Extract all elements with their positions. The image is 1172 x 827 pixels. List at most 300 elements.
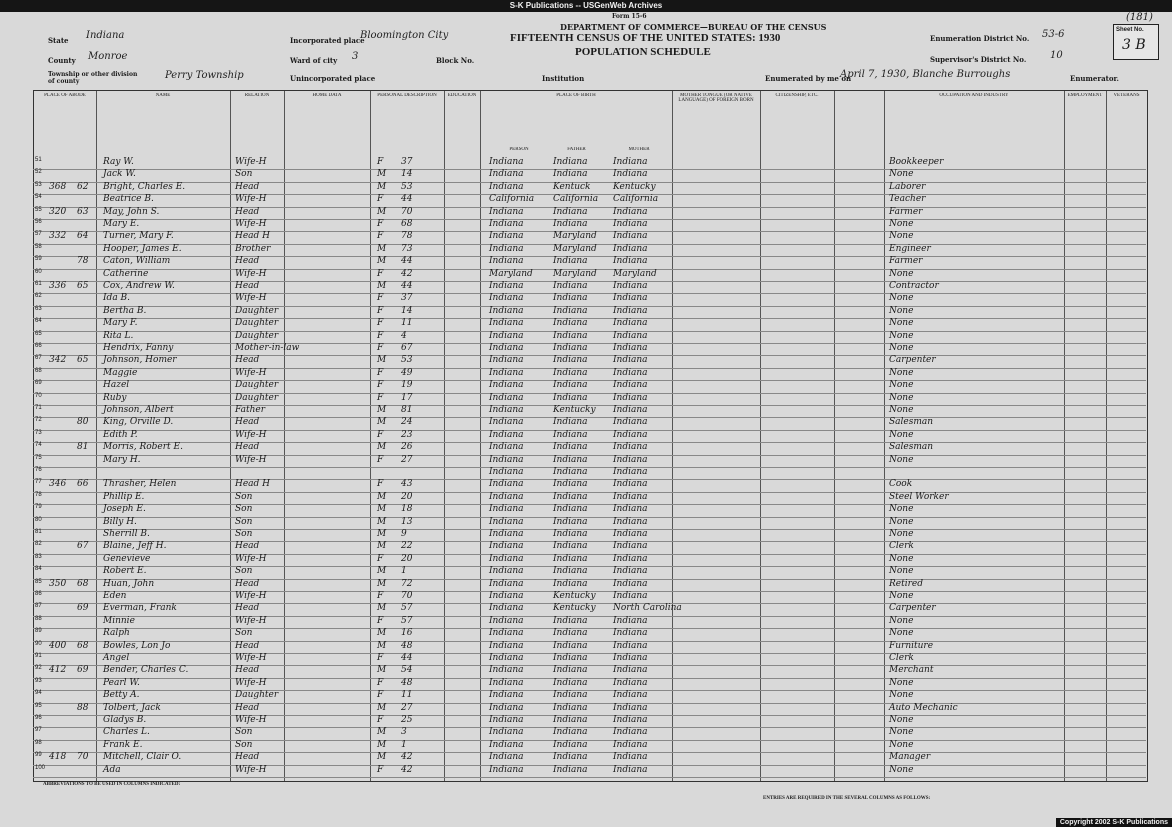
- relation: Head: [235, 752, 260, 763]
- sex: M: [377, 243, 387, 254]
- birthplace-mother: Indiana: [613, 454, 648, 465]
- person-name: Thrasher, Helen: [103, 479, 177, 490]
- line-number: 68: [35, 367, 42, 374]
- dwelling-number: 332: [49, 231, 67, 242]
- sex: F: [377, 367, 384, 378]
- ward-label: Ward of city: [290, 56, 338, 65]
- person-name: Ruby: [103, 392, 127, 403]
- table-row: [33, 231, 1146, 244]
- birthplace-mother: Indiana: [613, 727, 648, 738]
- relation: Head: [235, 541, 260, 552]
- family-number: 67: [77, 541, 89, 552]
- age: 70: [401, 206, 413, 217]
- birthplace-father: Indiana: [553, 219, 588, 229]
- col-birth-father: FATHER: [567, 147, 586, 152]
- relation: Son: [235, 628, 253, 639]
- age: 57: [401, 615, 413, 626]
- birthplace-father: Maryland: [553, 231, 597, 242]
- line-number: 76: [35, 467, 42, 473]
- birthplace-mother: Indiana: [613, 715, 648, 725]
- supervisor-label: Supervisor's District No.: [930, 55, 1027, 64]
- birthplace-person: Indiana: [489, 591, 524, 601]
- incorporated-value: Bloomington City: [360, 30, 449, 41]
- family-number: 81: [77, 442, 89, 453]
- dwelling-number: 320: [49, 206, 67, 217]
- dwelling-number: 336: [49, 281, 67, 291]
- age: 54: [401, 665, 413, 676]
- occupation: Steel Worker: [889, 491, 949, 502]
- birthplace-person: Indiana: [489, 256, 524, 267]
- sex: F: [377, 479, 384, 490]
- birthplace-father: Indiana: [553, 479, 588, 490]
- family-number: 65: [77, 355, 89, 366]
- dwelling-number: 412: [49, 665, 67, 676]
- sex: F: [377, 392, 384, 403]
- county-label: County: [48, 56, 76, 65]
- line-number: 96: [35, 715, 42, 721]
- occupation: None: [889, 628, 914, 639]
- occupation: Cook: [889, 479, 913, 490]
- relation: Head: [235, 603, 260, 614]
- birthplace-person: Indiana: [489, 231, 524, 242]
- occupation: None: [889, 231, 914, 242]
- family-number: 78: [77, 256, 89, 267]
- person-name: Hooper, James E.: [103, 243, 182, 254]
- township-label: Township or other division of county: [48, 71, 138, 85]
- relation: Head: [235, 281, 260, 291]
- birthplace-person: Indiana: [489, 529, 524, 539]
- sex: F: [377, 715, 384, 725]
- table-row: [33, 492, 1146, 505]
- relation: Head: [235, 702, 260, 713]
- birthplace-person: Indiana: [489, 566, 524, 577]
- birthplace-person: Indiana: [489, 281, 524, 291]
- occupation: Manager: [889, 752, 931, 763]
- birthplace-mother: Indiana: [613, 231, 648, 242]
- birthplace-father: Indiana: [553, 367, 588, 378]
- table-row: [33, 405, 1146, 418]
- line-number: 74: [35, 442, 42, 449]
- birthplace-mother: Indiana: [613, 591, 648, 601]
- person-name: Maggie: [103, 367, 138, 378]
- relation: Wife-H: [235, 715, 267, 725]
- birthplace-father: Indiana: [553, 330, 588, 341]
- age: 57: [401, 603, 413, 614]
- col-home-data: HOME DATA: [312, 93, 342, 98]
- table-row: [33, 244, 1146, 257]
- birthplace-mother: Indiana: [613, 752, 648, 763]
- occupation: None: [889, 715, 914, 725]
- census-title: FIFTEENTH CENSUS OF THE UNITED STATES: 1930: [510, 32, 781, 44]
- line-number: 77: [35, 479, 42, 486]
- col-relation: RELATION: [244, 93, 270, 98]
- table-row: [33, 641, 1146, 654]
- footer: [33, 780, 1146, 820]
- table-row: [33, 194, 1146, 207]
- line-number: 97: [35, 727, 42, 734]
- family-number: 69: [77, 603, 89, 614]
- sex: F: [377, 429, 384, 440]
- sex: F: [377, 690, 384, 701]
- line-number: 82: [35, 541, 42, 548]
- birthplace-father: Indiana: [553, 516, 588, 527]
- person-name: Mary H.: [103, 454, 141, 465]
- birthplace-father: Indiana: [553, 640, 588, 651]
- sex: F: [377, 194, 384, 205]
- person-name: Everman, Frank: [103, 603, 177, 614]
- family-number: 88: [77, 702, 89, 713]
- person-name: Eden: [103, 591, 127, 601]
- col-name: NAME: [155, 93, 171, 98]
- family-number: 65: [77, 281, 89, 291]
- sex: M: [377, 169, 387, 180]
- age: 42: [401, 752, 413, 763]
- birthplace-mother: Indiana: [613, 293, 648, 304]
- sex: M: [377, 727, 387, 738]
- col-personal: PERSONAL DESCRIPTION: [377, 93, 437, 98]
- age: 49: [401, 367, 413, 378]
- table-row: [33, 417, 1146, 430]
- occupation: Carpenter: [889, 355, 936, 366]
- person-name: Cox, Andrew W.: [103, 281, 175, 291]
- table-row: [33, 318, 1146, 331]
- birthplace-person: Indiana: [489, 318, 524, 329]
- occupation: None: [889, 739, 914, 750]
- sex: M: [377, 355, 387, 366]
- line-number: 95: [35, 702, 42, 709]
- col-education: EDUCATION: [447, 93, 477, 98]
- age: 78: [401, 231, 413, 242]
- birthplace-father: Indiana: [553, 578, 588, 589]
- age: 43: [401, 479, 413, 490]
- occupation: None: [889, 169, 914, 180]
- person-name: Bowles, Lon Jo: [103, 640, 171, 651]
- birthplace-mother: Indiana: [613, 653, 648, 663]
- sex: M: [377, 739, 387, 750]
- sex: M: [377, 541, 387, 552]
- birthplace-father: Indiana: [553, 206, 588, 217]
- birthplace-father: Maryland: [553, 268, 597, 279]
- relation: Daughter: [235, 392, 279, 403]
- age: 67: [401, 343, 413, 353]
- birthplace-person: Indiana: [489, 169, 524, 180]
- occupation: None: [889, 764, 914, 775]
- occupation: None: [889, 219, 914, 229]
- occupation: None: [889, 454, 914, 465]
- birthplace-person: Indiana: [489, 491, 524, 502]
- person-name: Hendrix, Fanny: [103, 343, 174, 353]
- age: 37: [401, 157, 413, 167]
- birthplace-father: Maryland: [553, 243, 597, 254]
- table-row: [33, 504, 1146, 517]
- table-row: [33, 169, 1146, 182]
- line-number: 88: [35, 615, 42, 622]
- age: 72: [401, 578, 413, 589]
- birthplace-person: Indiana: [489, 628, 524, 639]
- sex: M: [377, 702, 387, 713]
- sex: M: [377, 529, 387, 539]
- relation: Wife-H: [235, 764, 267, 775]
- birthplace-person: Indiana: [489, 467, 524, 477]
- birthplace-mother: Indiana: [613, 243, 648, 254]
- line-number: 98: [35, 739, 42, 746]
- birthplace-father: Indiana: [553, 615, 588, 626]
- birthplace-person: Indiana: [489, 553, 524, 564]
- person-name: Gladys B.: [103, 715, 147, 725]
- table-row: [33, 566, 1146, 579]
- relation: Daughter: [235, 305, 279, 316]
- birthplace-person: Indiana: [489, 690, 524, 701]
- table-row: [33, 529, 1146, 542]
- table-row: [33, 442, 1146, 455]
- table-row: [33, 616, 1146, 629]
- age: 27: [401, 702, 413, 713]
- table-row: [33, 727, 1146, 740]
- birthplace-father: Indiana: [553, 764, 588, 775]
- person-name: Johnson, Homer: [103, 355, 177, 366]
- person-name: Caton, William: [103, 256, 171, 267]
- person-name: Ida B.: [103, 293, 131, 304]
- family-number: 64: [77, 231, 89, 242]
- family-number: 70: [77, 752, 89, 763]
- enumerated-label: Enumerated by me on: [765, 74, 852, 83]
- birthplace-father: Indiana: [553, 739, 588, 750]
- table-row: [33, 765, 1146, 778]
- birthplace-mother: North Carolina: [613, 603, 682, 614]
- sex: M: [377, 504, 387, 515]
- birthplace-father: Indiana: [553, 715, 588, 725]
- relation: Wife-H: [235, 615, 267, 626]
- line-number: 85: [35, 578, 42, 585]
- sex: F: [377, 553, 384, 564]
- occupation: Contractor: [889, 281, 939, 291]
- person-name: Morris, Robert E.: [103, 442, 183, 453]
- line-number: 83: [35, 553, 42, 560]
- line-number: 64: [35, 318, 42, 325]
- occupation: Salesman: [889, 417, 934, 428]
- birthplace-mother: Indiana: [613, 442, 648, 453]
- relation: Head: [235, 442, 260, 453]
- line-number: 62: [35, 293, 42, 300]
- relation: Son: [235, 529, 253, 539]
- birthplace-person: Indiana: [489, 417, 524, 428]
- sex: M: [377, 603, 387, 614]
- occupation: Furniture: [889, 640, 934, 651]
- dwelling-number: 342: [49, 355, 67, 366]
- age: 13: [401, 516, 413, 527]
- occupation: None: [889, 566, 914, 577]
- line-number: 94: [35, 690, 42, 697]
- relation: Wife-H: [235, 653, 267, 663]
- col-veterans: VETERANS: [1113, 93, 1140, 98]
- line-number: 58: [35, 243, 42, 250]
- birthplace-father: Indiana: [553, 653, 588, 663]
- line-number: 53: [35, 181, 42, 188]
- birthplace-father: Indiana: [553, 752, 588, 763]
- birthplace-father: Indiana: [553, 157, 588, 167]
- age: 44: [401, 653, 413, 663]
- person-name: Joseph E.: [103, 504, 146, 515]
- person-name: Billy H.: [103, 516, 137, 527]
- table-row: [33, 467, 1146, 480]
- person-name: Mitchell, Clair O.: [103, 752, 182, 763]
- form-number: Form 15-6: [612, 13, 647, 20]
- birthplace-father: Indiana: [553, 392, 588, 403]
- table-row: [33, 331, 1146, 344]
- birthplace-person: Indiana: [489, 752, 524, 763]
- relation: Daughter: [235, 318, 279, 329]
- age: 44: [401, 281, 413, 291]
- line-number: 100: [35, 764, 46, 771]
- relation: Father: [235, 405, 266, 415]
- person-name: Angel: [103, 653, 130, 663]
- relation: Brother: [235, 243, 271, 254]
- birthplace-person: Indiana: [489, 405, 524, 415]
- table-row: [33, 182, 1146, 195]
- birthplace-mother: Indiana: [613, 677, 648, 688]
- sex: M: [377, 665, 387, 676]
- line-number: 66: [35, 343, 42, 349]
- table-row: [33, 628, 1146, 641]
- col-birth-person: PERSON: [509, 147, 529, 152]
- birthplace-person: Indiana: [489, 578, 524, 589]
- table-row: [33, 281, 1146, 294]
- table-row: [33, 740, 1146, 753]
- birthplace-father: Indiana: [553, 665, 588, 676]
- relation: Wife-H: [235, 553, 267, 564]
- birthplace-mother: Indiana: [613, 690, 648, 701]
- birthplace-mother: Indiana: [613, 256, 648, 267]
- birthplace-person: Indiana: [489, 653, 524, 663]
- line-number: 72: [35, 417, 42, 424]
- sex: F: [377, 305, 384, 316]
- sex: M: [377, 516, 387, 527]
- birthplace-person: Indiana: [489, 516, 524, 527]
- relation: Wife-H: [235, 219, 267, 229]
- birthplace-father: Indiana: [553, 529, 588, 539]
- occupation: None: [889, 330, 914, 341]
- occupation: Clerk: [889, 653, 914, 663]
- table-row: [33, 479, 1146, 492]
- age: 1: [401, 566, 407, 577]
- table-row: [33, 554, 1146, 567]
- age: 9: [401, 529, 407, 539]
- occupation: None: [889, 318, 914, 329]
- age: 14: [401, 305, 413, 316]
- birthplace-mother: Indiana: [613, 628, 648, 639]
- sex: M: [377, 566, 387, 577]
- person-name: Ada: [103, 764, 121, 775]
- family-number: 63: [77, 206, 89, 217]
- sex: F: [377, 615, 384, 626]
- table-row: [33, 306, 1146, 319]
- township-value: Perry Township: [165, 70, 244, 81]
- birthplace-person: Indiana: [489, 157, 524, 167]
- birthplace-father: Indiana: [553, 281, 588, 291]
- relation: Wife-H: [235, 367, 267, 378]
- person-name: Bright, Charles E.: [103, 181, 186, 192]
- table-row: [33, 603, 1146, 616]
- family-number: 68: [77, 640, 89, 651]
- sex: F: [377, 219, 384, 229]
- col-citizenship: CITIZENSHIP, ETC.: [775, 93, 819, 98]
- sex: M: [377, 206, 387, 217]
- sex: F: [377, 157, 384, 167]
- birthplace-mother: Indiana: [613, 343, 648, 353]
- occupation: None: [889, 504, 914, 515]
- age: 42: [401, 268, 413, 279]
- age: 11: [401, 690, 413, 701]
- birthplace-father: Indiana: [553, 417, 588, 428]
- birthplace-father: Indiana: [553, 454, 588, 465]
- line-number: 67: [35, 355, 42, 362]
- col-occupation: OCCUPATION AND INDUSTRY: [939, 93, 1009, 98]
- line-number: 89: [35, 628, 42, 635]
- occupation: None: [889, 268, 914, 279]
- birthplace-father: Indiana: [553, 541, 588, 552]
- table-row: [33, 678, 1146, 691]
- age: 24: [401, 417, 413, 428]
- occupation: None: [889, 305, 914, 316]
- birthplace-mother: Indiana: [613, 169, 648, 180]
- birthplace-person: Indiana: [489, 665, 524, 676]
- birthplace-mother: Indiana: [613, 764, 648, 775]
- table-row: [33, 219, 1146, 232]
- age: 16: [401, 628, 413, 639]
- birthplace-father: Kentuck: [553, 181, 591, 192]
- stamp-number: (181): [1126, 12, 1153, 23]
- occupation: None: [889, 677, 914, 688]
- birthplace-person: Indiana: [489, 640, 524, 651]
- birthplace-mother: Indiana: [613, 157, 648, 167]
- birthplace-father: Indiana: [553, 429, 588, 440]
- age: 73: [401, 243, 413, 254]
- age: 53: [401, 181, 413, 192]
- birthplace-father: Indiana: [553, 504, 588, 515]
- birthplace-mother: Indiana: [613, 578, 648, 589]
- dwelling-number: 346: [49, 479, 67, 490]
- birthplace-mother: Indiana: [613, 318, 648, 329]
- line-number: 75: [35, 454, 42, 461]
- sex: M: [377, 405, 387, 415]
- birthplace-person: Indiana: [489, 243, 524, 254]
- relation: Wife-H: [235, 677, 267, 688]
- line-number: 86: [35, 591, 42, 597]
- birthplace-father: Indiana: [553, 380, 588, 391]
- occupation: None: [889, 516, 914, 527]
- age: 25: [401, 715, 413, 725]
- relation: Son: [235, 516, 253, 527]
- occupation: Engineer: [889, 243, 931, 254]
- relation: Mother-in-law: [235, 343, 300, 353]
- relation: Daughter: [235, 380, 279, 391]
- birthplace-person: Indiana: [489, 727, 524, 738]
- person-name: Edith P.: [103, 429, 138, 440]
- occupation: Carpenter: [889, 603, 936, 614]
- birthplace-father: Indiana: [553, 343, 588, 353]
- occupation: Farmer: [889, 256, 923, 267]
- line-number: 73: [35, 429, 42, 436]
- age: 70: [401, 591, 413, 601]
- birthplace-father: Indiana: [553, 256, 588, 267]
- age: 11: [401, 318, 413, 329]
- dwelling-number: 368: [49, 181, 67, 192]
- birthplace-person: Indiana: [489, 206, 524, 217]
- sex: F: [377, 318, 384, 329]
- col-mother-tongue: MOTHER TONGUE (OR NATIVE LANGUAGE) OF FOREIGN BORN: [678, 93, 754, 103]
- birthplace-person: Indiana: [489, 330, 524, 341]
- line-number: 57: [35, 231, 42, 238]
